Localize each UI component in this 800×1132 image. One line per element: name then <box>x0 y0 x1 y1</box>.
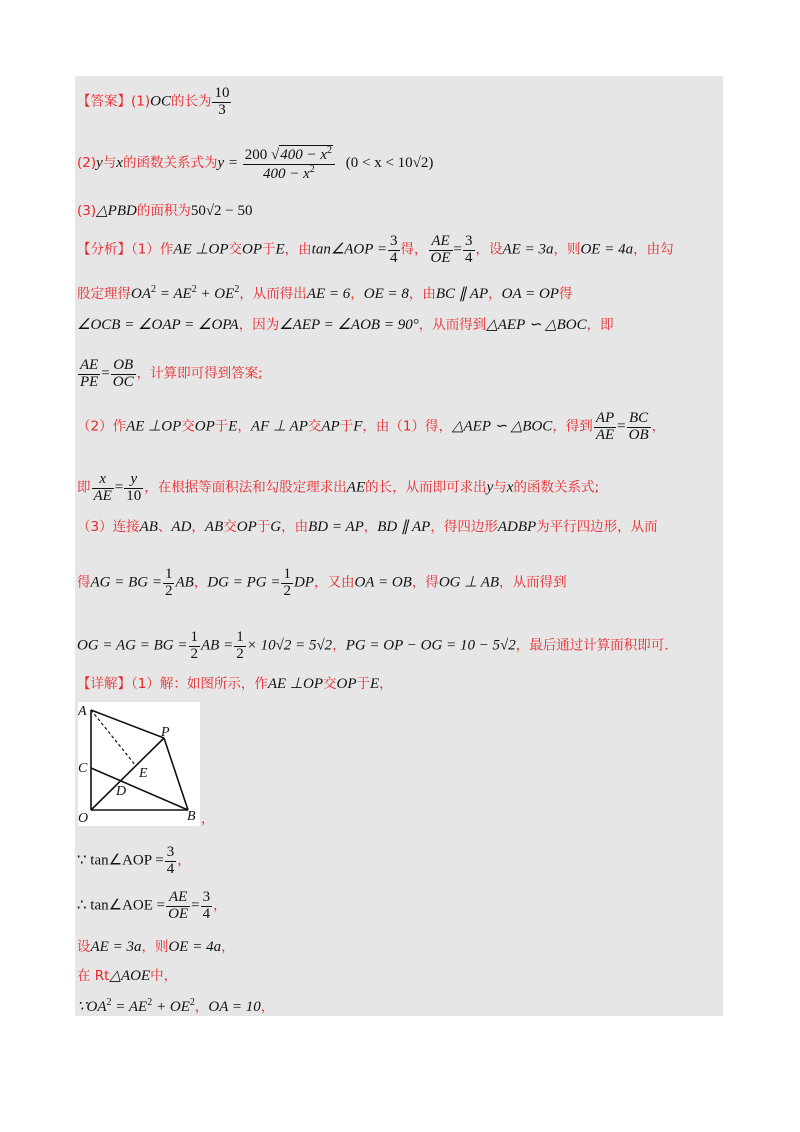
fraction: $\frac{x}{AE}$ <box>93 471 112 504</box>
fraction: $\frac{3}{4}$ <box>166 844 175 877</box>
analysis-line-1: 【分析】（1）作AE ⊥OP交OP于E，由tan∠AOP = $\frac{3}{4}$ 得， $\frac{AE}{OE}$ = $\frac{3}{4}$ ，设AE = 3a，则OE = 4a，由勾 <box>77 233 674 266</box>
label-a: A <box>78 704 87 719</box>
analysis-line-4: $\frac{AE}{PE}$ = $\frac{OB}{OC}$ ，计算即可得到答案; <box>80 357 263 390</box>
detail-tag: 【详解】 <box>77 676 131 692</box>
analysis-tag: 【分析】 <box>77 241 131 258</box>
geometry-diagram <box>78 702 200 826</box>
fraction: $\frac{3}{4}$ <box>465 233 473 266</box>
fraction: $\frac{10}{3}$ <box>214 85 230 118</box>
label-c: C <box>78 761 88 776</box>
fraction: $\frac{1}{2}$ <box>164 566 173 599</box>
segment-op <box>91 738 164 810</box>
answer-line-1: 【答案】(1)OC的长为 $\frac{10}{3}$ <box>77 85 230 118</box>
fraction: $\frac{BC}{OB}$ <box>628 410 649 443</box>
fraction: $\frac{AE}{OE}$ <box>168 889 189 922</box>
analysis-line-8: 得AG = BG = $\frac{1}{2}$ AB，DG = PG = $\frac{1}{2}$ DP，又由OA = OB，得OG ⊥ AB，从而得到 <box>77 566 567 599</box>
fraction: $\frac{AE}{OE}$ <box>430 233 451 266</box>
detail-step-1: ∵ tan∠AOP = $\frac{3}{4}$ ， <box>77 844 191 877</box>
fraction: $\frac{AE}{PE}$ <box>80 357 99 390</box>
fraction: $\frac{1}{2}$ <box>283 566 291 599</box>
analysis-line-9: OG = AG = BG = $\frac{1}{2}$ AB = $\frac{1}{2}$ × 10√2 = 5√2，PG = OP − OG = 10 − 5√2，最后通过计算面积即可. <box>77 629 669 662</box>
analysis-line-2: 股定理得$OA^2 = AE^2 + OE^2$，从而得出AE = 6，OE = 8，由BC ∥ AP，OA = OP得 <box>77 284 573 302</box>
answer-line-2: (2)y与x的函数关系式为y = $\frac{200 √400 - x^2}{400 - x^2}$ (0 < x < 10√2) <box>77 145 434 182</box>
analysis-line-5: （2）作AE ⊥OP交OP于E，AF ⊥ AP交AP于F，由（1）得，△AEP ∽ △BOC，得到 $\frac{AP}{AE}$ = $\frac{BC}{OB}$ ， <box>77 410 666 443</box>
fraction: $\frac{3}{4}$ <box>390 233 398 266</box>
label-b: B <box>187 809 196 824</box>
analysis-line-3: ∠OCB = ∠OAP = ∠OPA，因为∠AEP = ∠AOB = 90°，从而得到△AEP ∽ △BOC，即 <box>77 317 614 333</box>
fraction: $\frac{y}{10}$ <box>126 471 142 504</box>
analysis-line-6: 即 $\frac{x}{AE}$ = $\frac{y}{10}$ ，在根据等面积法和勾股定理求出AE的长，从而即可求出y与x的函数关系式; <box>77 471 600 504</box>
detail-step-5: $\because OA^2 = AE^2 + OE^2$，OA = 10， <box>77 997 275 1015</box>
fraction: $\frac{OB}{OC}$ <box>112 357 134 390</box>
segment-pb <box>164 738 188 810</box>
fraction: $\frac{AP}{AE}$ <box>595 410 615 443</box>
detail-step-2: ∴ tan∠AOE = $\frac{AE}{OE}$ = $\frac{3}{4}$ ， <box>77 889 227 922</box>
fraction: $\frac{3}{4}$ <box>202 889 211 922</box>
fraction: $\frac{1}{2}$ <box>236 629 244 662</box>
analysis-line-7: （3）连接AB、AD，AB交OP于G，由BD = AP，BD ∥ AP，得四边形ADBP为平行四边形，从而 <box>77 519 658 535</box>
fraction: $\frac{1}{2}$ <box>190 629 199 662</box>
label-o: O <box>78 811 89 826</box>
figure-comma: ， <box>201 811 215 827</box>
fraction: $\frac{200 √400 - x^2}{400 - x^2}$ <box>243 145 335 183</box>
detail-line-1: 【详解】（1）解：如图所示，作AE ⊥OP交OP于E， <box>77 676 393 692</box>
detail-step-4: 在 Rt△AOE中， <box>77 968 178 984</box>
label-p: P <box>161 725 170 740</box>
detail-step-3: 设AE = 3a，则OE = 4a， <box>77 939 235 955</box>
answer-line-3: (3)△PBD的面积为50√2 − 50 <box>77 203 253 219</box>
answer-tag: 【答案】 <box>77 93 131 110</box>
label-e: E <box>139 766 148 781</box>
geometry-figure <box>78 702 200 826</box>
label-d: D <box>116 784 127 799</box>
